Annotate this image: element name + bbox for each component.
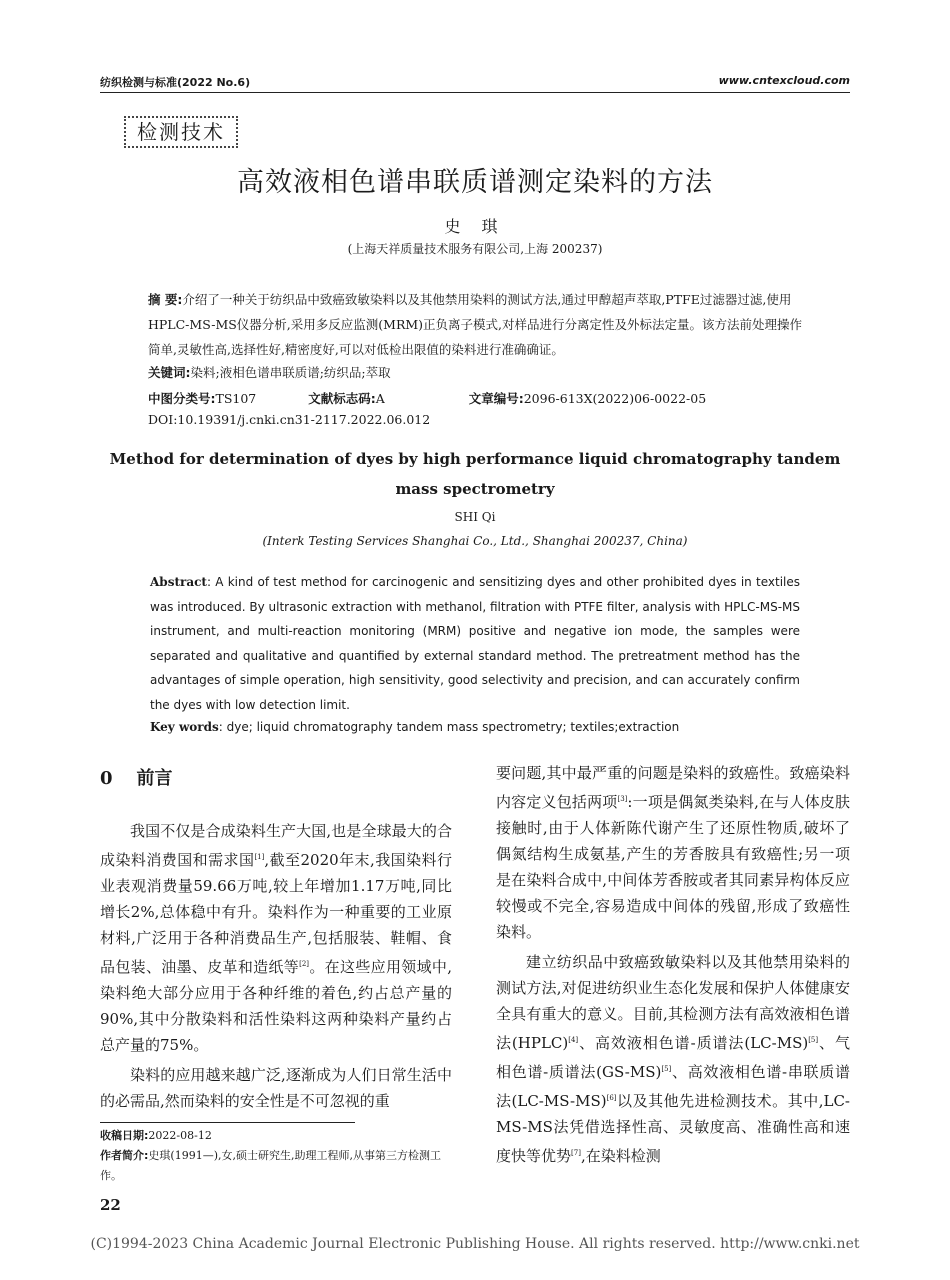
- keywords-cn-label: 关键词:: [148, 365, 191, 380]
- english-keywords-label: Key words: [150, 720, 219, 734]
- english-keywords-text: : dye; liquid chromatography tandem mass spectrometry; textiles;extraction: [218, 720, 680, 734]
- english-abstract: [150, 570, 800, 718]
- doc-code-label: 文献标志码:: [308, 391, 376, 406]
- footnote-received: [100, 1126, 452, 1146]
- english-keywords: [150, 720, 800, 734]
- citation[interactable]: [1]: [254, 853, 265, 861]
- running-header-journal: 纺织检测与标准(2022 No.6): [100, 76, 251, 89]
- citation[interactable]: [2]: [299, 960, 310, 968]
- english-affiliation: (Interk Testing Services Shanghai Co., Ltd., Shanghai 200237, China): [262, 534, 688, 548]
- clc-label: 中图分类号:: [148, 391, 216, 406]
- doc-code-value: A: [375, 391, 385, 406]
- header-rule: [100, 92, 850, 93]
- right-column: [496, 760, 850, 1169]
- paper-title: 高效液相色谱串联质谱测定染料的方法: [237, 167, 713, 198]
- citation[interactable]: [4]: [568, 1036, 579, 1044]
- received-date: 2022-08-12: [148, 1129, 212, 1142]
- clc-value: TS107: [215, 391, 257, 406]
- paragraph: 染料的应用越来越广泛,逐渐成为人们日常生活中的必需品,然而染料的安全性是不可忽视的重: [100, 1066, 452, 1110]
- abstract-cn-label: 摘 要:: [148, 292, 183, 307]
- abstract-cn: [148, 287, 808, 362]
- classification-line: [148, 389, 808, 407]
- section-title: 前言: [136, 768, 173, 789]
- abstract-cn-text: 介绍了一种关于纺织品中致癌致敏染料以及其他禁用染料的测试方法,通过甲醇超声萃取,PTFE过滤器过滤,使用HPLC-MS-MS仪器分析,采用多反应监测(MRM)正负离子模式,对样品进行分离定性及外标法定量。该方法前处理操作简单,灵敏性高,选择性好,精密度好,可以对低检出限值的染料进行准确确证。: [148, 292, 803, 357]
- keywords-cn: [148, 363, 808, 381]
- left-column: [100, 818, 452, 1114]
- section-tag: 检测技术: [124, 116, 238, 148]
- english-author: SHI Qi: [454, 510, 496, 524]
- running-header-website[interactable]: www.cntexcloud.com: [718, 74, 850, 87]
- english-abstract-text: : A kind of test method for carcinogenic and sensitizing dyes and other prohibited dyes in textiles was introduced. By ultrasonic extraction with methanol, filtration with PTFE filter, analysis with HPLC-MS-MS instrument, and multi-reaction monitoring (MRM) positive and negative ion mode, the samples were separated and qualitative and quantified by external standard method. The pretreatment method has the advantages of simple operation, high sensitivity, good selectivity and precision, and can accurately confirm the dyes with low detection limit.: [150, 575, 800, 712]
- footnote-rule: [100, 1122, 355, 1123]
- author-affiliation: (上海天祥质量技术服务有限公司,上海 200237): [347, 242, 603, 256]
- author-bio: 史琪(1991—),女,硕士研究生,助理工程师,从事第三方检测工作。: [100, 1149, 441, 1182]
- doi[interactable]: DOI:10.19391/j.cnki.cn31-2117.2022.06.012: [148, 412, 431, 427]
- english-title: Method for determination of dyes by high performance liquid chromatography tandem mass spectrometry: [109, 450, 841, 498]
- author-bio-label: 作者简介:: [100, 1149, 149, 1162]
- paragraph: 要问题,其中最严重的问题是染料的致癌性。致癌染料内容定义包括两项[3]:一项是偶氮类染料,在与人体皮肤接触时,由于人体新陈代谢产生了还原性物质,破坏了偶氮结构生成氨基,产生的芳香胺具有致癌性;另一项是在染料合成中,中间体芳香胺或者其同素异构体反应较慢或不完全,容易造成中间体的残留,形成了致癌性染料。: [496, 764, 850, 941]
- copyright-notice: (C)1994-2023 China Academic Journal Electronic Publishing House. All rights reserved. http://www.cnki.net: [90, 1236, 860, 1252]
- footnote-author: [100, 1146, 452, 1186]
- article-no-label: 文章编号:: [468, 391, 524, 406]
- citation[interactable]: [7]: [571, 1149, 581, 1157]
- paragraph: 建立纺织品中致癌致敏染料以及其他禁用染料的测试方法,对促进纺织业生态化发展和保护人体健康安全具有重大的意义。目前,其检测方法有高效液相色谱法(HPLC)[4]、高效液相色谱-质谱法(LC-MS)[5]、气相色谱-质谱法(GS-MS)[5]、高效液相色谱-串联质谱法(LC-MS-MS)[6]以及其他先进检测技术。其中,LC-MS-MS法凭借选择性高、灵敏度高、准确性高和速度快等优势[7],在染料检测: [496, 953, 850, 1165]
- keywords-cn-text: 染料;液相色谱串联质谱;纺织品;萃取: [190, 365, 391, 380]
- section-number: 0: [100, 768, 113, 789]
- paragraph: 我国不仅是合成染料生产大国,也是全球最大的合成染料消费国和需求国[1],截至2020年末,我国染料行业表观消费量59.66万吨,较上年增加1.17万吨,同比增长2%,总体稳中有升。染料作为一种重要的工业原材料,广泛用于各种消费品生产,包括服装、鞋帽、食品包装、油墨、皮革和造纸等[2]。在这些应用领域中,染料绝大部分应用于各种纤维的着色,约占总产量的90%,其中分散染料和活性染料这两种染料产量约占总产量的75%。: [100, 822, 452, 1054]
- english-abstract-label: Abstract: [150, 575, 207, 589]
- citation[interactable]: [5]: [808, 1036, 819, 1044]
- received-label: 收稿日期:: [100, 1129, 149, 1142]
- citation[interactable]: [6]: [606, 1094, 617, 1102]
- article-no-value: 2096-613X(2022)06-0022-05: [523, 391, 707, 406]
- citation[interactable]: [3]: [617, 795, 628, 803]
- section-heading: [100, 764, 173, 790]
- page-number: 22: [100, 1196, 121, 1214]
- citation[interactable]: [5]: [661, 1065, 672, 1073]
- author-name: 史 琪: [444, 217, 506, 236]
